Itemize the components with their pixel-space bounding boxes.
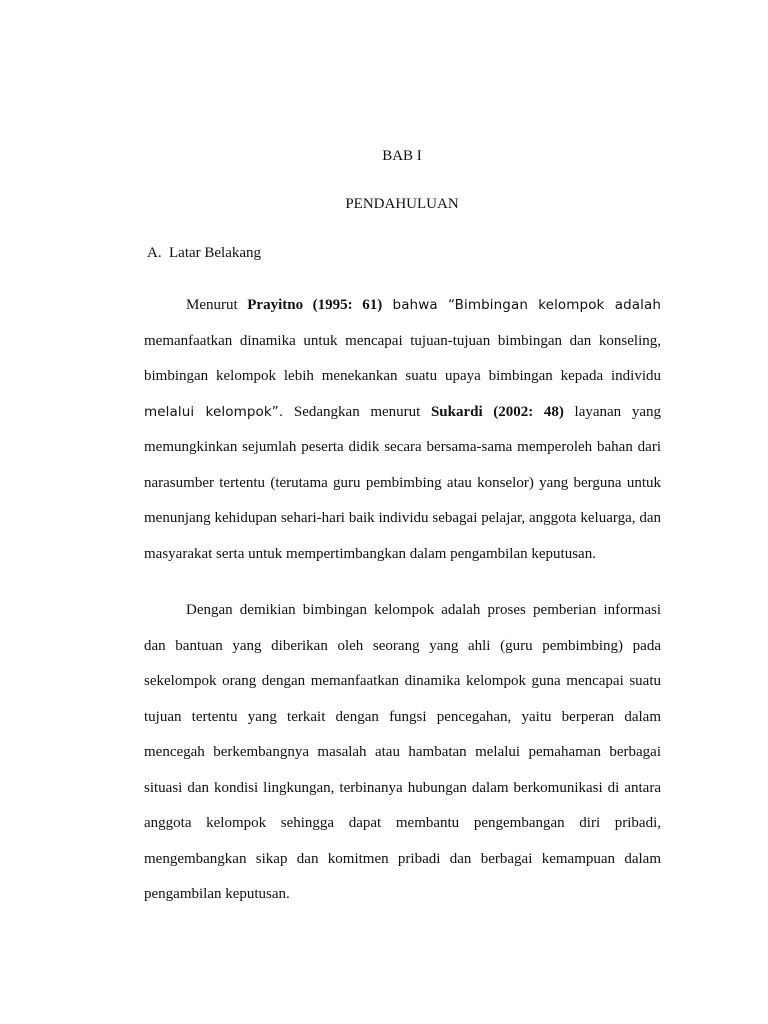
paragraph-2-line-3: sekelompok orang dengan memanfaatkan dinamika kelompok guna mencapai suatu: [144, 673, 661, 689]
paragraph-2-line-2: dan bantuan yang diberikan oleh seorang yang ahli (guru pembimbing) pada: [144, 637, 661, 654]
chapter-number: BAB I: [382, 148, 422, 164]
paragraph-2-line-1: Dengan demikian bimbingan kelompok adalah proses pemberian informasi: [186, 602, 661, 618]
paragraph-1: [144, 288, 661, 572]
chapter-title: PENDAHULUAN: [345, 196, 459, 212]
quote-run: bahwa “Bimbingan kelompok adalah: [382, 297, 662, 313]
section-marker: A.: [147, 245, 162, 261]
paragraph-1-line-4: [144, 395, 661, 431]
paragraph-1-line-8: masyarakat serta untuk mempertimbangkan dalam pengambilan keputusan.: [144, 545, 596, 562]
paragraph-2: [144, 593, 661, 913]
paragraph-2-line-8: mengembangkan sikap dan komitmen pribadi dan berbagai kemampuan dalam: [144, 850, 661, 867]
paragraph-1-line-6: narasumber tertentu (terutama guru pembimbing atau konselor) yang berguna untuk: [144, 474, 661, 491]
paragraph-2-line-7: anggota kelompok sehingga dapat membantu pengembangan diri pribadi,: [144, 815, 661, 831]
paragraph-2-line-9: pengambilan keputusan.: [144, 886, 290, 902]
citation-sukardi: Sukardi (2002: 48): [430, 403, 564, 420]
section-heading: [147, 243, 261, 263]
paragraph-1-line-1: [144, 288, 661, 324]
paragraph-2-line-4: tujuan tertentu yang terkait dengan fungsi pencegahan, yaitu berperan dalam: [144, 708, 661, 725]
text-run: layanan yang: [563, 403, 661, 420]
paragraph-1-line-2: memanfaatkan dinamika untuk mencapai tujuan-tujuan bimbingan dan konseling,: [144, 332, 661, 349]
text-run: Sedangkan menurut: [283, 403, 431, 420]
paragraph-1-line-5: memungkinkan sejumlah peserta didik secara bersama-sama memperoleh bahan dari: [144, 439, 661, 455]
quote-run: melalui kelompok”.: [144, 403, 284, 420]
paragraph-2-line-5: mencegah berkembangnya masalah atau hambatan melalui pemahaman berbagai: [144, 744, 661, 760]
paragraph-1-line-7: menunjang kehidupan sehari-hari baik individu sebagai pelajar, anggota keluarga, dan: [144, 510, 661, 526]
citation-prayitno: Prayitno (1995: 61): [247, 297, 383, 313]
paragraph-2-line-6: situasi dan kondisi lingkungan, terbinanya hubungan dalam berkomunikasi di antara: [144, 779, 661, 796]
paragraph-1-line-3: bimbingan kelompok lebih menekankan suatu upaya bimbingan kepada individu: [144, 368, 661, 384]
section-title: Latar Belakang: [169, 245, 262, 261]
text-run: Menurut: [186, 297, 248, 313]
